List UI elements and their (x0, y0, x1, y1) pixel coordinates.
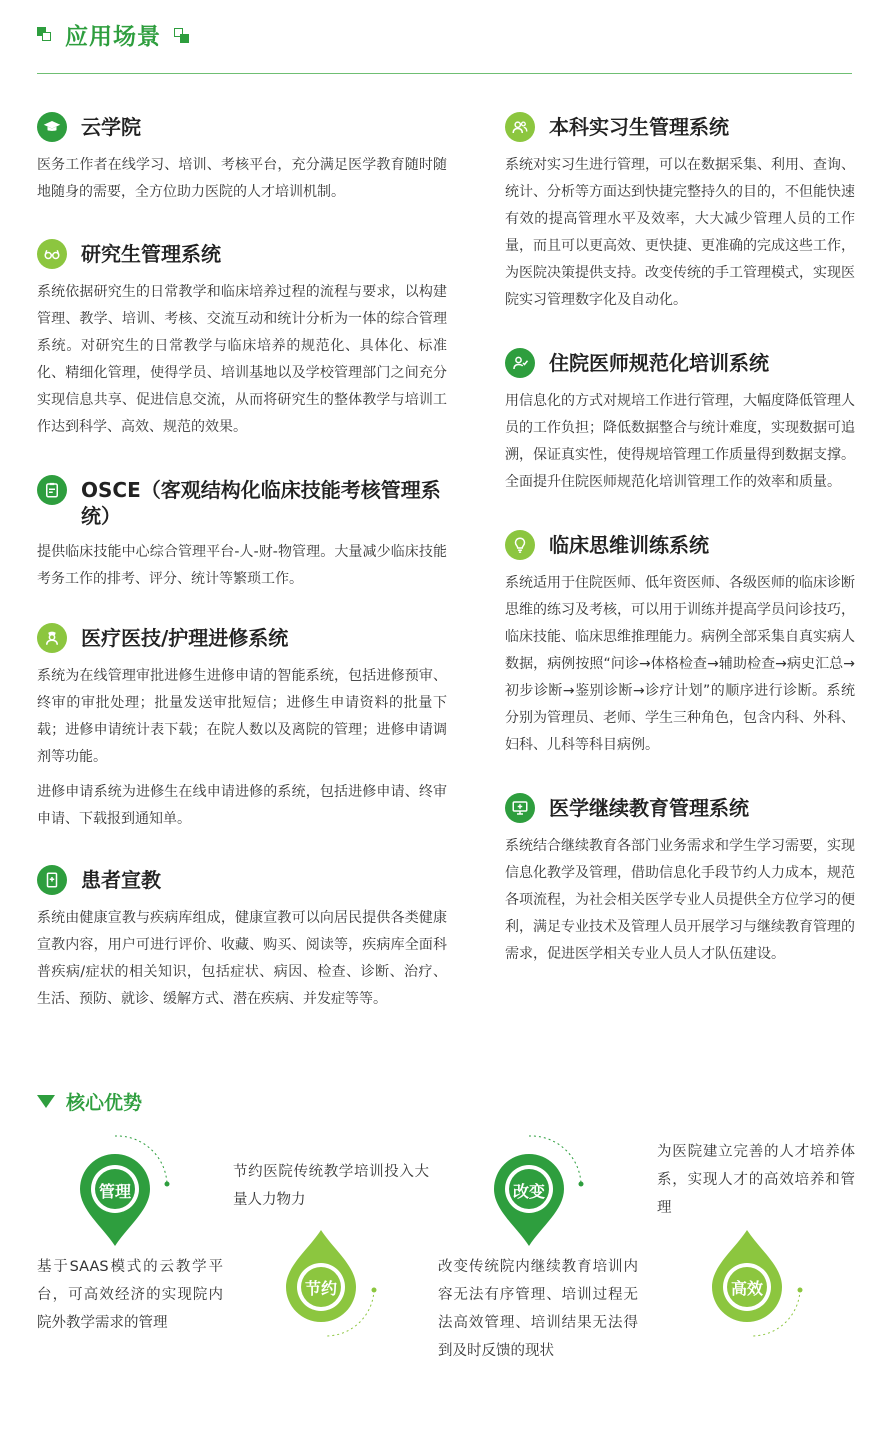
decorative-squares-icon (37, 27, 53, 43)
pin-saving (284, 1228, 358, 1324)
feature-title: 患者宣教 (81, 868, 161, 892)
feature-description: 系统对实习生进行管理，可以在数据采集、利用、查询、统计、分析等方面达到快捷完整持久的目的，不但能快速有效的提高管理水平及效率，大大减少管理人员的工作量，而且可以更高效、更快捷、更准确的完成这些工作，为医院决策提供支持。改变传统的手工管理模式，实现医院实习管理数字化及自动化。 (505, 157, 855, 308)
feature-description: 系统为在线管理审批进修生进修申请的智能系统，包括进修预审、终审的审批处理；批量发送审批短信；进修生申请资料的批量下载；进修申请统计表下载；在院人数以及离院的管理；进修申请调剂等功能。 (37, 668, 447, 765)
advantages-title: 核心优势 (66, 1092, 143, 1114)
advantage-text-saving: 节约医院传统教学培训投入大量人力物力 (233, 1164, 429, 1208)
pin-label: 节约 (304, 1279, 337, 1298)
feature-graduate-management (37, 239, 447, 441)
decorative-squares-icon (173, 27, 189, 43)
feature-description: 系统适用于住院医师、低年资医师、各级医师的临床诊断思维的练习及考核，可以用于训练并提高学员问诊技巧，临床技能、临床思维推理能力。病例全部采集自真实病人数据，病例按照“问诊→体格检查→辅助检查→病史汇总→初步诊断→鉴别诊断→诊疗计划”的顺序进行诊断。系统分别为管理员、老师、学生三种角色，包含内科、外科、妇科、儿科等科目病例。 (505, 575, 855, 753)
feature-description: 用信息化的方式对规培工作进行管理，大幅度降低管理人员的工作负担；降低数据整合与统计难度，实现数据可追溯，保证真实性，使得规培管理工作质量得到数据支撑。全面提升住院医师规范化培训管理工作的效率和质量。 (505, 393, 855, 490)
advantage-text-change: 改变传统院内继续教育培训内容无法有序管理、培训过程无法高效管理、培训结果无法得到及时反馈的现状 (438, 1259, 638, 1359)
pin-label: 管理 (98, 1182, 131, 1201)
glasses-icon (37, 239, 67, 269)
doctor-icon (505, 348, 535, 378)
users-icon (505, 112, 535, 142)
feature-title: 本科实习生管理系统 (549, 115, 729, 139)
feature-title: OSCE（客观结构化临床技能考核管理系统） (81, 478, 441, 528)
feature-title: 医疗医技/护理进修系统 (81, 626, 289, 650)
feature-resident-training (505, 348, 855, 496)
section-title: 应用场景 (65, 24, 161, 50)
advantages-header (37, 1088, 142, 1115)
pin-change (492, 1152, 566, 1248)
feature-osce (37, 475, 447, 593)
feature-nursing-training (37, 623, 447, 833)
pin-efficiency (710, 1228, 784, 1324)
monitor-icon (505, 793, 535, 823)
advantage-text-management: 基于SAAS模式的云教学平台，可高效经济的实现院内院外教学需求的管理 (37, 1259, 223, 1331)
pin-label: 高效 (730, 1279, 763, 1298)
clipboard-icon (37, 475, 67, 505)
feature-title: 临床思维训练系统 (549, 533, 709, 557)
divider (37, 73, 852, 74)
nurse-icon (37, 623, 67, 653)
pin-label: 改变 (512, 1182, 545, 1201)
section-header (37, 18, 189, 51)
feature-intern-management (505, 112, 855, 314)
feature-description: 系统结合继续教育各部门业务需求和学生学习需要，实现信息化教学及管理，借助信息化手段节约人力成本，规范各项流程，为社会相关医学专业人员提供全方位学习的便利，满足专业技术及管理人员开展学习与继续教育管理的需求，促进医学相关专业人员人才队伍建设。 (505, 838, 855, 962)
feature-clinical-thinking (505, 530, 855, 759)
feature-description: 进修申请系统为进修生在线申请进修的系统，包括进修申请、终审申请、下载报到通知单。 (37, 784, 447, 827)
lightbulb-icon (505, 530, 535, 560)
feature-description: 提供临床技能中心综合管理平台-人-财-物管理。大量减少临床技能考务工作的排考、评分、统计等繁琐工作。 (37, 544, 447, 587)
feature-title: 研究生管理系统 (81, 242, 221, 266)
feature-title: 住院医师规范化培训系统 (549, 351, 769, 375)
feature-title: 医学继续教育管理系统 (549, 796, 749, 820)
feature-title: 云学院 (81, 115, 141, 139)
book-icon (37, 865, 67, 895)
feature-cloud-academy (37, 112, 447, 206)
feature-description: 系统由健康宣教与疾病库组成，健康宣教可以向居民提供各类健康宣教内容，用户可进行评价、收藏、购买、阅读等，疾病库全面科普疾病/症状的相关知识，包括症状、病因、检查、诊断、治疗、生活、预防、就诊、缓解方式、潜在疾病、并发症等等。 (37, 910, 447, 1007)
pin-management (78, 1152, 152, 1248)
left-column (37, 112, 447, 1037)
feature-patient-education (37, 865, 447, 1013)
advantage-text-efficiency: 为医院建立完善的人才培养体系，实现人才的高效培养和管理 (657, 1144, 855, 1216)
feature-description: 医务工作者在线学习、培训、考核平台，充分满足医学教育随时随地随身的需要，全方位助力医院的人才培训机制。 (37, 157, 447, 200)
feature-description: 系统依据研究生的日常教学和临床培养过程的流程与要求，以构建管理、教学、培训、考核、交流互动和统计分析为一体的综合管理系统。对研究生的日常教学与临床培养的规范化、具体化、标准化、精细化管理，使得学员、培训基地以及学校管理部门之间充分实现信息共享、促进信息交流，从而将研究生的整体教学与培训工作达到科学、高效、规范的效果。 (37, 284, 447, 435)
triangle-down-icon (37, 1095, 55, 1108)
feature-continuing-education (505, 793, 855, 968)
graduation-cap-icon (37, 112, 67, 142)
right-column (505, 112, 855, 992)
